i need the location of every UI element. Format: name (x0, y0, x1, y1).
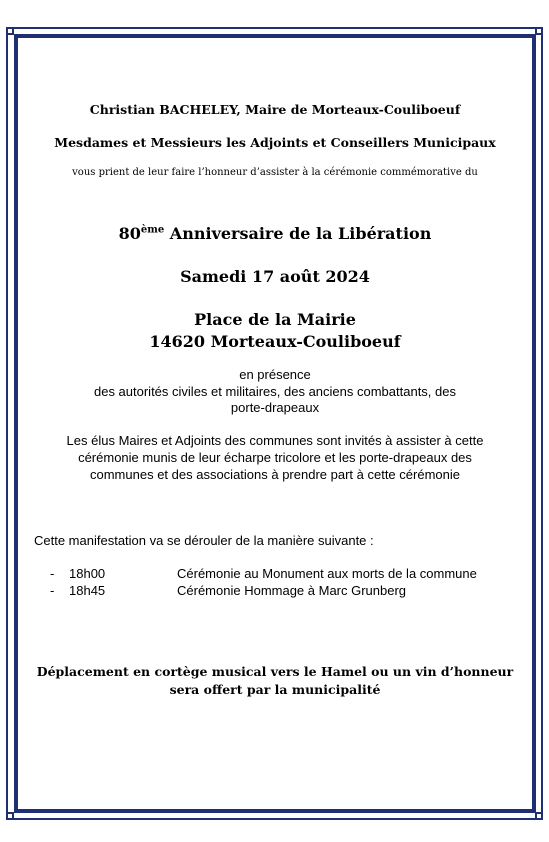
event-ordinal-suffix: ème (140, 224, 165, 236)
venue-line-1: Place de la Mairie (194, 310, 356, 329)
venue-line-2: 14620 Morteaux-Couliboeuf (149, 332, 401, 351)
event-date: Samedi 17 août 2024 (180, 267, 370, 286)
program-time: 18h45 (69, 583, 106, 598)
event-title (22, 224, 528, 243)
corner-ornament (6, 812, 14, 820)
presence-line-2: des autorités civiles et militaires, des anciens combattants, des (93, 384, 456, 399)
corner-ornament (6, 27, 14, 35)
program-item (22, 566, 528, 583)
program-time: 18h00 (69, 566, 106, 581)
mayors-note-line-2: cérémonie munis de leur écharpe tricolore et les porte-drapeaux des (78, 450, 472, 465)
invite-line: vous prient de leur faire l’honneur d’assister à la cérémonie commémorative du (72, 167, 478, 178)
presence-line-3: porte-drapeaux (230, 400, 320, 415)
closing-line-1: Déplacement en cortège musical vers le Hamel ou un vin d’honneur (36, 664, 514, 679)
mayors-note-line-1: Les élus Maires et Adjoints des communes sont invités à assister à cette (66, 433, 484, 448)
event-ordinal-number: 80 (118, 224, 141, 243)
organizer-line: Christian BACHELEY, Maire de Morteaux-Couliboeuf (89, 102, 461, 117)
corner-ornament (535, 27, 543, 35)
program-description: Cérémonie au Monument aux morts de la commune (177, 566, 477, 581)
corner-ornament (535, 812, 543, 820)
program-item (22, 583, 528, 600)
closing-line-2: sera offert par la municipalité (169, 682, 381, 697)
bullet-dash: - (50, 566, 55, 581)
invitation-card (22, 42, 528, 805)
program-description: Cérémonie Hommage à Marc Grunberg (177, 583, 407, 598)
program-intro: Cette manifestation va se dérouler de la manière suivante : (34, 533, 374, 548)
council-line: Mesdames et Messieurs les Adjoints et Conseillers Municipaux (54, 135, 496, 150)
bullet-dash: - (50, 583, 55, 598)
mayors-note-line-3: communes et des associations à prendre part à cette cérémonie (90, 467, 460, 482)
presence-line-1: en présence (239, 367, 311, 382)
event-title-text: Anniversaire de la Libération (164, 224, 432, 243)
